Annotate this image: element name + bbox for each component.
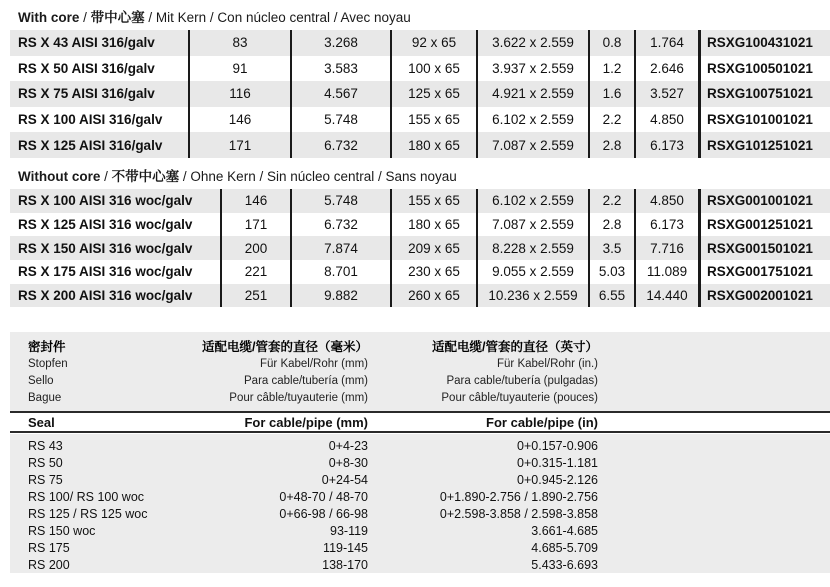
cell-wt-kg: 2.2 <box>588 189 634 213</box>
seal-cell-mm: 119-145 <box>323 540 368 555</box>
cell-part: RSXG101251021 <box>698 132 830 158</box>
seal-cell-mm: 0+66-98 / 66-98 <box>279 506 368 521</box>
product-row <box>10 236 830 260</box>
without-core-label-zh: 不带中心塞 <box>111 169 180 184</box>
seal-header-col-in <box>368 339 598 407</box>
seal-cell-seal: RS 100/ RS 100 woc <box>28 489 145 504</box>
cell-wt-kg: 2.8 <box>588 132 634 158</box>
cell-dia-in: 5.748 <box>290 189 390 213</box>
cable-pipe-mm-label-fr: Pour câble/tuyauterie (mm) <box>229 392 368 404</box>
cell-part: RSXG100431021 <box>698 30 830 56</box>
cell-dia-in: 7.874 <box>290 236 390 260</box>
cell-wt-kg: 1.6 <box>588 81 634 107</box>
cell-dia-mm: 200 <box>220 236 290 260</box>
seal-row <box>10 522 830 539</box>
seal-cell-seal: RS 75 <box>28 472 63 487</box>
product-row <box>10 81 830 107</box>
cell-wt-lb: 4.850 <box>634 107 698 133</box>
cell-dia-mm: 116 <box>188 81 290 107</box>
cell-dim-in: 3.937 x 2.559 <box>476 56 588 82</box>
cell-wt-lb: 11.089 <box>634 260 698 284</box>
seal-row <box>10 454 830 471</box>
cell-dia-in: 6.732 <box>290 132 390 158</box>
cell-dim-in: 7.087 x 2.559 <box>476 132 588 158</box>
seal-header-band <box>10 332 830 411</box>
seal-cell-seal: RS 200 <box>28 557 70 572</box>
cable-pipe-in-label-zh: 适配电缆/管套的直径（英寸） <box>432 340 598 354</box>
seal-table-header-row <box>10 411 830 433</box>
seal-cell-mm: 0+8-30 <box>328 455 368 470</box>
seal-label-fr: Bague <box>28 392 62 404</box>
without-core-section-title <box>18 165 457 183</box>
cell-wt-lb: 7.716 <box>634 236 698 260</box>
seal-label-de: Stopfen <box>28 358 68 370</box>
seal-cell-in: 5.433-6.693 <box>531 557 598 572</box>
with-core-section-title <box>18 6 411 24</box>
cell-dim-mm: 260 x 65 <box>390 284 476 308</box>
cell-wt-kg: 1.2 <box>588 56 634 82</box>
with-core-label-en: With core <box>18 10 80 25</box>
without-core-label-en: Without core <box>18 169 101 184</box>
cell-dim-in: 3.622 x 2.559 <box>476 30 588 56</box>
cell-name: RS X 75 AISI 316/galv <box>18 86 155 102</box>
cell-dim-mm: 230 x 65 <box>390 260 476 284</box>
seal-cell-seal: RS 43 <box>28 438 63 453</box>
cell-part: RSXG100751021 <box>698 81 830 107</box>
cell-name: RS X 175 AISI 316 woc/galv <box>18 264 193 280</box>
cell-name: RS X 150 AISI 316 woc/galv <box>18 240 193 256</box>
product-row <box>10 132 830 158</box>
without-core-table <box>10 189 830 307</box>
seal-cell-seal: RS 50 <box>28 455 63 470</box>
seal-cell-in: 0+0.945-2.126 <box>517 472 598 487</box>
cell-dim-mm: 100 x 65 <box>390 56 476 82</box>
cell-name: RS X 100 AISI 316/galv <box>18 112 163 128</box>
cable-pipe-in-label-de: Für Kabel/Rohr (in.) <box>497 358 598 370</box>
seal-column-header: Seal <box>28 414 55 430</box>
seal-label-es: Sello <box>28 375 54 387</box>
seal-cell-mm: 0+48-70 / 48-70 <box>279 489 368 504</box>
cell-dia-in: 3.583 <box>290 56 390 82</box>
seal-cell-seal: RS 175 <box>28 540 70 555</box>
cell-dim-mm: 180 x 65 <box>390 213 476 237</box>
cell-dim-in: 6.102 x 2.559 <box>476 189 588 213</box>
cell-wt-kg: 5.03 <box>588 260 634 284</box>
cell-wt-lb: 3.527 <box>634 81 698 107</box>
cable-pipe-in-label-fr: Pour câble/tuyauterie (pouces) <box>441 392 598 404</box>
seal-cell-seal: RS 125 / RS 125 woc <box>28 506 148 521</box>
cell-dia-mm: 251 <box>220 284 290 308</box>
cell-name: RS X 200 AISI 316 woc/galv <box>18 288 193 304</box>
cell-wt-kg: 6.55 <box>588 284 634 308</box>
seal-cell-mm: 0+4-23 <box>328 438 368 453</box>
seal-cell-seal: RS 150 woc <box>28 523 96 538</box>
product-row <box>10 260 830 284</box>
seal-row <box>10 488 830 505</box>
seal-cell-mm: 93-119 <box>330 523 368 538</box>
cell-wt-lb: 4.850 <box>634 189 698 213</box>
cell-wt-kg: 3.5 <box>588 236 634 260</box>
cable-pipe-mm-column-header: For cable/pipe (mm) <box>244 414 368 430</box>
cell-dia-in: 4.567 <box>290 81 390 107</box>
seal-row <box>10 505 830 522</box>
seal-row <box>10 471 830 488</box>
with-core-label-translations: Mit Kern / Con núcleo central / Avec noyau <box>155 10 411 25</box>
cell-dia-mm: 221 <box>220 260 290 284</box>
cell-dia-in: 9.882 <box>290 284 390 308</box>
cell-dim-mm: 155 x 65 <box>390 189 476 213</box>
with-core-label-zh: 带中心塞 <box>90 10 145 25</box>
cell-name: RS X 100 AISI 316 woc/galv <box>18 193 193 209</box>
seal-cell-in: 3.661-4.685 <box>531 523 598 538</box>
cell-part: RSXG001751021 <box>698 260 830 284</box>
cell-wt-kg: 2.2 <box>588 107 634 133</box>
cell-dim-in: 6.102 x 2.559 <box>476 107 588 133</box>
seal-cell-in: 0+2.598-3.858 / 2.598-3.858 <box>439 506 598 521</box>
seal-row <box>10 539 830 556</box>
seal-cell-mm: 0+24-54 <box>321 472 368 487</box>
cable-pipe-mm-label-es: Para cable/tubería (mm) <box>244 375 368 387</box>
cell-wt-lb: 14.440 <box>634 284 698 308</box>
seal-cell-in: 0+0.315-1.181 <box>517 455 598 470</box>
cable-pipe-in-column-header: For cable/pipe (in) <box>486 414 598 430</box>
cell-dia-mm: 91 <box>188 56 290 82</box>
seal-header-col-seal <box>10 339 200 407</box>
without-core-label-translations: Ohne Kern / Sin núcleo central / Sans noyau <box>190 169 457 184</box>
separator: / <box>79 10 91 25</box>
cell-wt-lb: 6.173 <box>634 132 698 158</box>
cell-wt-kg: 2.8 <box>588 213 634 237</box>
cell-dim-mm: 155 x 65 <box>390 107 476 133</box>
seal-cell-mm: 138-170 <box>322 557 368 572</box>
product-row <box>10 56 830 82</box>
cell-dia-in: 3.268 <box>290 30 390 56</box>
cable-pipe-in-label-es: Para cable/tubería (pulgadas) <box>446 375 598 387</box>
cell-dia-in: 6.732 <box>290 213 390 237</box>
cell-wt-lb: 2.646 <box>634 56 698 82</box>
separator: / <box>144 10 156 25</box>
cell-dim-mm: 209 x 65 <box>390 236 476 260</box>
product-row <box>10 189 830 213</box>
cell-dim-mm: 125 x 65 <box>390 81 476 107</box>
cell-dim-mm: 92 x 65 <box>390 30 476 56</box>
cell-dim-mm: 180 x 65 <box>390 132 476 158</box>
cell-dia-in: 8.701 <box>290 260 390 284</box>
product-row <box>10 213 830 237</box>
cell-dia-mm: 83 <box>188 30 290 56</box>
seal-row <box>10 556 830 573</box>
cell-dia-mm: 171 <box>220 213 290 237</box>
cell-name: RS X 43 AISI 316/galv <box>18 35 155 51</box>
seal-label-zh: 密封件 <box>28 340 66 354</box>
seal-header-col-mm <box>200 339 368 407</box>
cell-part: RSXG001001021 <box>698 189 830 213</box>
cell-dim-in: 4.921 x 2.559 <box>476 81 588 107</box>
cell-name: RS X 125 AISI 316/galv <box>18 137 163 153</box>
cell-part: RSXG001501021 <box>698 236 830 260</box>
cell-part: RSXG002001021 <box>698 284 830 308</box>
seal-cell-in: 0+1.890-2.756 / 1.890-2.756 <box>439 489 598 504</box>
seal-header-columns <box>10 332 830 407</box>
with-core-table <box>10 30 830 158</box>
cell-dia-mm: 171 <box>188 132 290 158</box>
product-row <box>10 30 830 56</box>
cell-name: RS X 50 AISI 316/galv <box>18 60 155 76</box>
cell-dim-in: 7.087 x 2.559 <box>476 213 588 237</box>
cell-part: RSXG101001021 <box>698 107 830 133</box>
cell-wt-lb: 1.764 <box>634 30 698 56</box>
cell-wt-lb: 6.173 <box>634 213 698 237</box>
cell-name: RS X 125 AISI 316 woc/galv <box>18 217 193 233</box>
seal-table-body <box>10 434 830 573</box>
seal-cell-in: 4.685-5.709 <box>531 540 598 555</box>
separator: / <box>100 169 112 184</box>
product-row <box>10 284 830 308</box>
cell-dim-in: 10.236 x 2.559 <box>476 284 588 308</box>
cable-pipe-mm-label-zh: 适配电缆/管套的直径（毫米） <box>202 340 368 354</box>
cell-dia-mm: 146 <box>220 189 290 213</box>
cell-part: RSXG001251021 <box>698 213 830 237</box>
cell-dim-in: 8.228 x 2.559 <box>476 236 588 260</box>
cell-dim-in: 9.055 x 2.559 <box>476 260 588 284</box>
cable-pipe-mm-label-de: Für Kabel/Rohr (mm) <box>260 358 368 370</box>
seal-cell-in: 0+0.157-0.906 <box>517 438 598 453</box>
cell-dia-mm: 146 <box>188 107 290 133</box>
product-row <box>10 107 830 133</box>
separator: / <box>179 169 191 184</box>
seal-row <box>10 437 830 454</box>
cell-dia-in: 5.748 <box>290 107 390 133</box>
cell-wt-kg: 0.8 <box>588 30 634 56</box>
cell-part: RSXG100501021 <box>698 56 830 82</box>
